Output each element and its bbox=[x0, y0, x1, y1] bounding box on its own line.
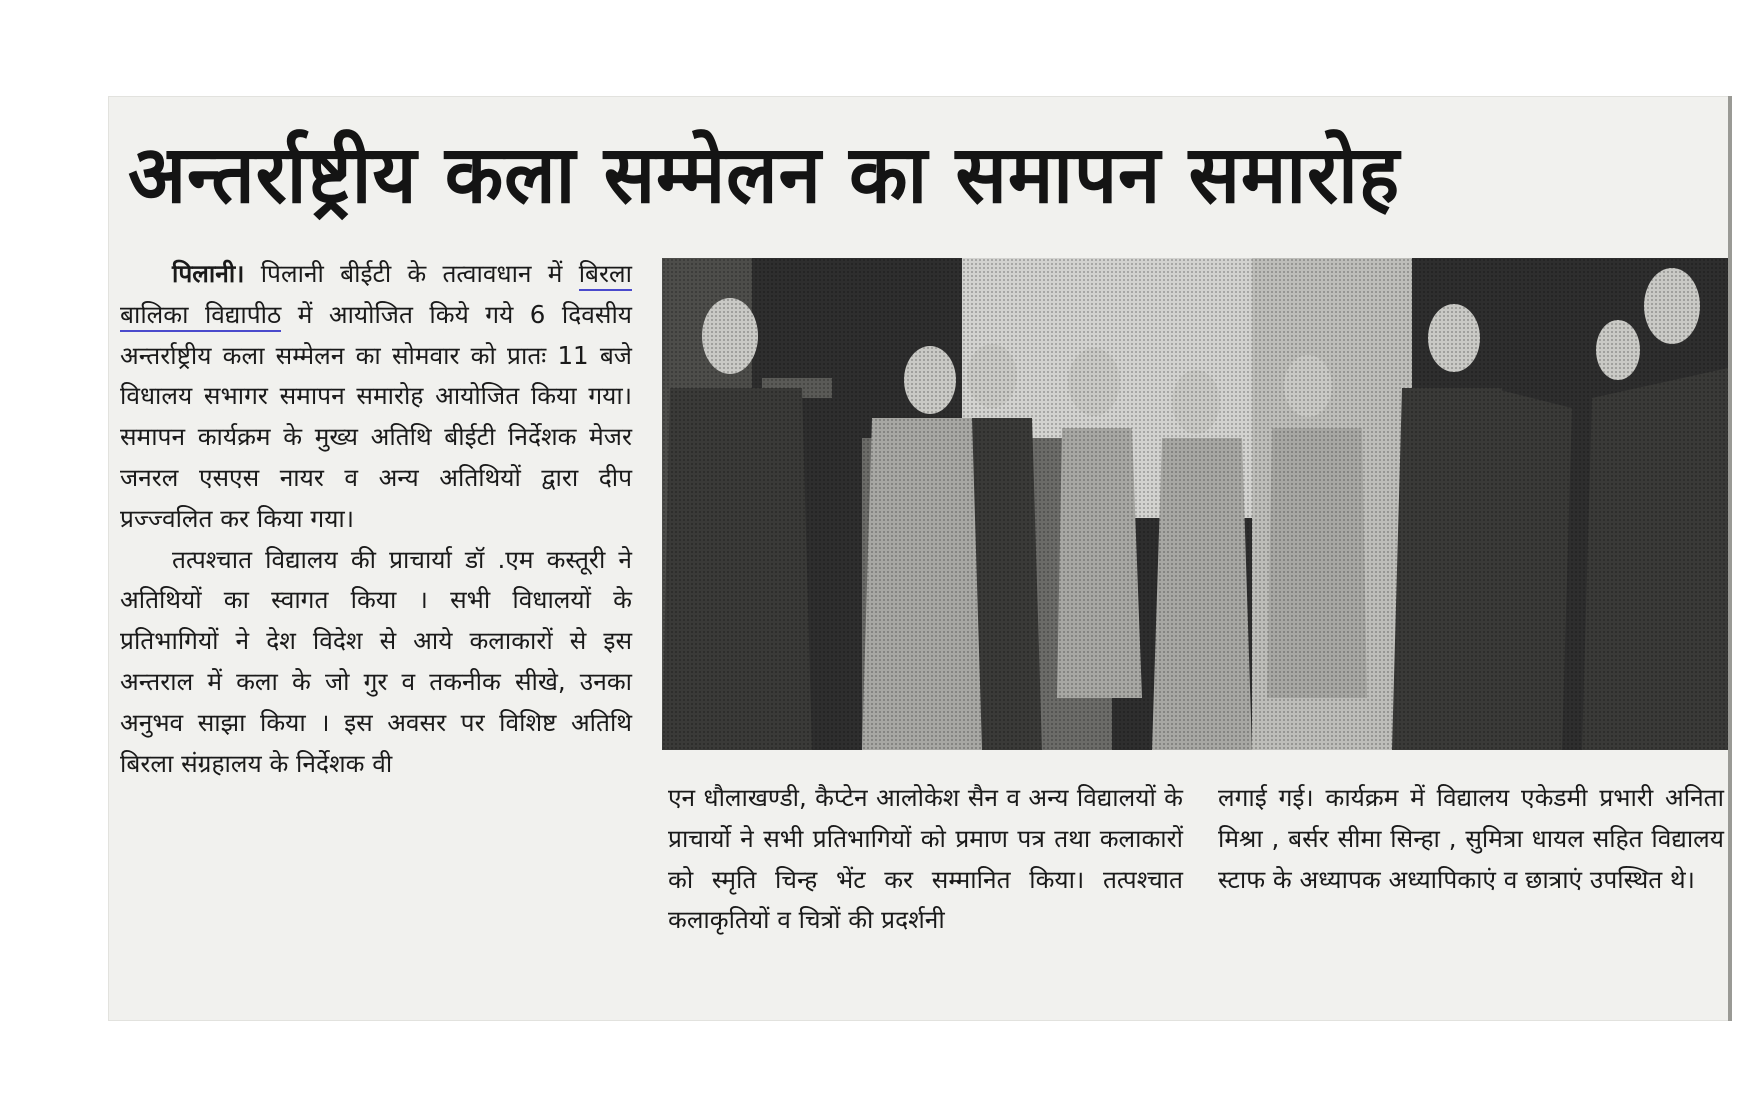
event-group-photo bbox=[662, 258, 1728, 750]
article-paragraph-1 bbox=[120, 254, 632, 540]
headline: अन्तर्राष्ट्रीय कला सम्मेलन का समापन समारोह bbox=[128, 128, 1401, 221]
dateline: पिलानी। bbox=[172, 259, 245, 288]
pen-underlined-school-name: बिरला बालिका विद्यापीठ bbox=[120, 259, 632, 332]
paragraph-1-text-a: पिलानी बीईटी के तत्वावधान में bbox=[244, 259, 579, 288]
article-column-right bbox=[1218, 778, 1724, 900]
paragraph-1-text-b: में आयोजित किये गये 6 दिवसीय अन्तर्राष्ट्रीय कला सम्मेलन का सोमवार को प्रातः 11 बजे विधालय सभागर समापन समारोह आयोजित किया गया। समापन कार्यक्रम के मुख्य अतिथि बीईटी निर्देशक मेजर जनरल एसएस नायर व अन्य अतिथियों द्वारा दीप प्रज्ज्वलित कर किया गया। bbox=[120, 299, 632, 533]
group-photo-icon bbox=[662, 258, 1728, 750]
clipping-edge-shadow bbox=[1728, 96, 1732, 1021]
article-column-middle bbox=[668, 778, 1183, 941]
middle-column-text: एन धौलाखण्डी, कैप्टेन आलोकेश सैन व अन्य विद्यालयों के प्राचार्यो ने सभी प्रतिभागियों को प्रमाण पत्र तथा कलाकारों को स्मृति चिन्ह भेंट कर सम्मानित किया। तत्पश्चात कलाकृतियों व चित्रों की प्रदर्शनी bbox=[668, 783, 1183, 935]
article-paragraph-2: तत्पश्चात विद्यालय की प्राचार्या डॉ .एम कस्तूरी ने अतिथियों का स्वागत किया । सभी विधालयों के प्रतिभागियों ने देश विदेश से आये कलाकारों से इस अन्तराल में कला के जो गुर व तकनीक सीखे, उनका अनुभव साझा किया । इस अवसर पर विशिष्ट अतिथि बिरला संग्रहालय के निर्देशक वी bbox=[120, 544, 632, 778]
right-column-text: लगाई गई। कार्यक्रम में विद्यालय एकेडमी प्रभारी अनिता मिश्रा , बर्सर सीमा सिन्हा , सुमित्रा धायल सहित विद्यालय स्टाफ के अध्यापक अध्यापिकाएं व छात्राएं उपस्थित थे। bbox=[1218, 783, 1724, 894]
article-column-left bbox=[120, 254, 632, 784]
